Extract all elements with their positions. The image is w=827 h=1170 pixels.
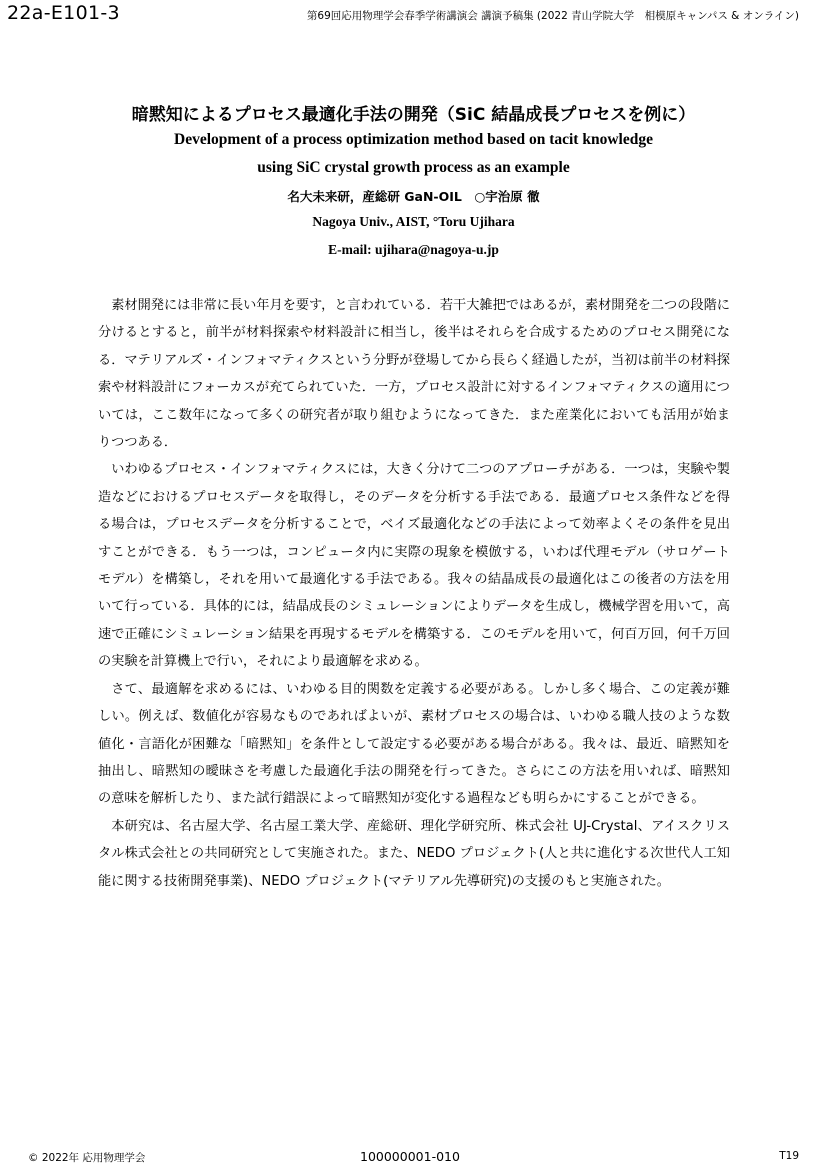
abstract-id: 22a-E101-3 xyxy=(7,2,120,24)
author-email: E-mail: ujihara@nagoya-u.jp xyxy=(328,242,499,257)
body-paragraph-2: いわゆるプロセス・インフォマティクスには，大きく分けて二つのアプローチがある．一つは，実験や製造などにおけるプロセスデータを取得し，そのデータを分析する手法である．最適プロセス条件などを得る場合は，プロセスデータを分析することで，ベイズ最適化などの手法によって効率よくその条件を見出すことができる．もう一つは，コンピュータ内に実際の現象を模倣する，いわば代理モデル（サロゲートモデル）を構築し，それを用いて最適化する手法である。我々の結晶成長の最適化はこの後者の方法を用いて行っている．具体的には，結晶成長のシミュレーションによりデータを生成し，機械学習を用いて，高速で正確にシミュレーション結果を再現するモデルを構築する．このモデルを用いて，何百万回，何千万回の実験を計算機上で行い，それにより最適解を求める。 xyxy=(98,462,730,670)
abstract-body xyxy=(98,292,730,895)
footer-copyright: © 2022年 応用物理学会 xyxy=(28,1152,146,1164)
authors-english: Nagoya Univ., AIST, °Toru Ujihara xyxy=(312,214,515,229)
paper-title-japanese: 暗黙知によるプロセス最適化手法の開発（SiC 結晶成長プロセスを例に） xyxy=(131,105,696,125)
footer-doc-number: 100000001-010 xyxy=(360,1149,460,1164)
body-paragraph-4: 本研究は、名古屋大学、名古屋工業大学、産総研、理化学研究所、株式会社 UJ-Crystal、アイスクリスタル株式会社との共同研究として実施された。また、NEDO プロジェクト(人と共に進化する次世代人工知能に関する技術開発事業)、NEDO プロジェクト(マテリアル先導研究)の支援のもと実施された。 xyxy=(98,818,730,889)
authors-japanese: 名大未来研，産総研 GaN-OIL ○宇治原 徹 xyxy=(287,189,540,204)
conference-header: 第69回応用物理学会春季学術講演会 講演予稿集 (2022 青山学院大学 相模原キャンパス & オンライン) xyxy=(306,10,799,22)
paper-title-english-line1: Development of a process optimization method based on tacit knowledge xyxy=(174,131,653,148)
body-paragraph-3: さて、最適解を求めるには、いわゆる目的関数を定義する必要がある。しかし多く場合、この定義が難しい。例えば、数値化が容易なものであればよいが、素材プロセスの場合は、いわゆる職人技のような数値化・言語化が困難な「暗黙知」を条件として設定する必要がある場合がある。我々は、最近、暗黙知を抽出し、暗黙知の曖昧さを考慮した最適化手法の開発を行ってきた。さらにこの方法を用いれば、暗黙知の意味を解析したり、また試行錯誤によって暗黙知が変化する過程なども明らかにすることができる。 xyxy=(98,681,730,807)
footer-page-number: T19 xyxy=(779,1150,799,1162)
body-paragraph-1: 素材開発には非常に長い年月を要す，と言われている．若干大雑把ではあるが，素材開発を二つの段階に分けるとすると，前半が材料探索や材料設計に相当し，後半はそれらを合成するためのプロセス開発になる．マテリアルズ・インフォマティクスという分野が登場してから長らく経過したが，当初は前半の材料探索や材料設計にフォーカスが充てられていた．一方，プロセス設計に対するインフォマティクスの適用については，ここ数年になって多くの研究者が取り組むようになってきた．また産業化においても活用が始まりつつある． xyxy=(98,298,730,451)
paper-title-english-line2: using SiC crystal growth process as an example xyxy=(257,159,570,176)
